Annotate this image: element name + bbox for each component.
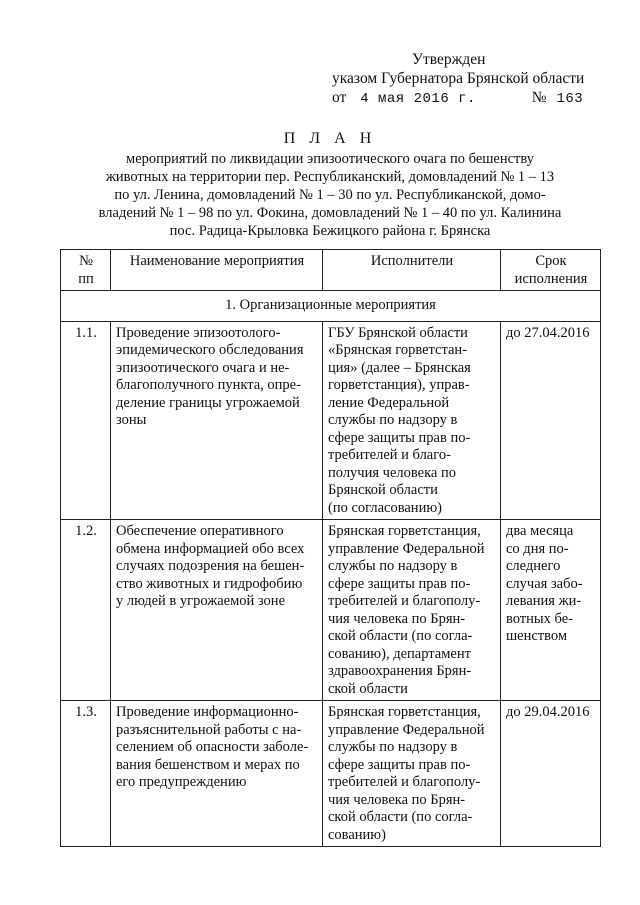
title-line-3: по ул. Ленина, домовладений № 1 – 30 по ул. Республиканской, домо- <box>114 187 546 203</box>
approval-authority: указом Губернатора Брянской области <box>332 70 585 87</box>
row-executors: ГБУ Брянской области «Брянская горветстан- ция» (далее – Брянская горветстанция), управ- ление Федеральной службы по надзору в сфере защиты прав по- требителей и благо- получия человека по Брянской области (по согласованию) <box>323 321 501 520</box>
row-executors: Брянская горветстанция, управление Федеральной службы по надзору в сфере защиты прав по- требителей и благополу- чия человека по Брян- ской области (по согла- сованию), департамент здравоохранения Брян- ской области <box>323 520 501 701</box>
document-title <box>60 130 600 240</box>
table-row <box>61 701 601 847</box>
section-title: 1. Организационные мероприятия <box>61 291 601 322</box>
header-deadline: Срок исполнения <box>501 250 601 291</box>
approval-stamp <box>332 50 584 109</box>
header-num: № пп <box>61 250 111 291</box>
row-name: Проведение информационно- разъяснительной работы с на- селением об опасности заболе- вания бешенством и мерах по его предупреждению <box>111 701 323 847</box>
plan-table <box>60 249 601 847</box>
header-executors: Исполнители <box>323 250 501 291</box>
row-deadline: до 27.04.2016 <box>501 321 601 520</box>
approval-date-line <box>332 88 584 109</box>
approval-number-sign: № <box>531 89 547 106</box>
row-deadline: до 29.04.2016 <box>501 701 601 847</box>
row-name: Обеспечение оперативного обмена информацией обо всех случаях подозрения на бешен- ство животных и гидрофобию у людей в угрожаемой зоне <box>111 520 323 701</box>
row-executors: Брянская горветстанция, управление Федеральной службы по надзору в сфере защиты прав по- требителей и благополу- чия человека по Брян- ской области (по согла- сованию) <box>323 701 501 847</box>
row-num: 1.1. <box>61 321 111 520</box>
title-heading: П Л А Н <box>283 130 377 147</box>
table-header-row <box>61 250 601 291</box>
table-row <box>61 520 601 701</box>
header-name: Наименование мероприятия <box>111 250 323 291</box>
approval-heading: Утвержден <box>412 51 486 68</box>
row-num: 1.2. <box>61 520 111 701</box>
table-row <box>61 321 601 520</box>
title-line-4: владений № 1 – 98 по ул. Фокина, домовладений № 1 – 40 по ул. Калинина <box>98 205 562 221</box>
section-row <box>61 291 601 322</box>
row-num: 1.3. <box>61 701 111 847</box>
approval-date: 4 мая 2016 г. <box>360 91 476 107</box>
approval-number: 163 <box>556 91 584 107</box>
title-line-1: мероприятий по ликвидации эпизоотического очага по бешенству <box>126 151 534 167</box>
title-line-2: животных на территории пер. Республиканский, домовладений № 1 – 13 <box>105 169 555 185</box>
row-deadline: два месяца со дня по- следнего случая забо- левания жи- вотных бе- шенством <box>501 520 601 701</box>
title-line-5: пос. Радица-Крыловка Бежицкого района г. Брянска <box>169 223 491 239</box>
row-name: Проведение эпизоотолого- эпидемического обследования эпизоотического очага и не- благополучного пункта, опре- деление границы угрожаемой зоны <box>111 321 323 520</box>
approval-from-label: от <box>332 89 347 106</box>
